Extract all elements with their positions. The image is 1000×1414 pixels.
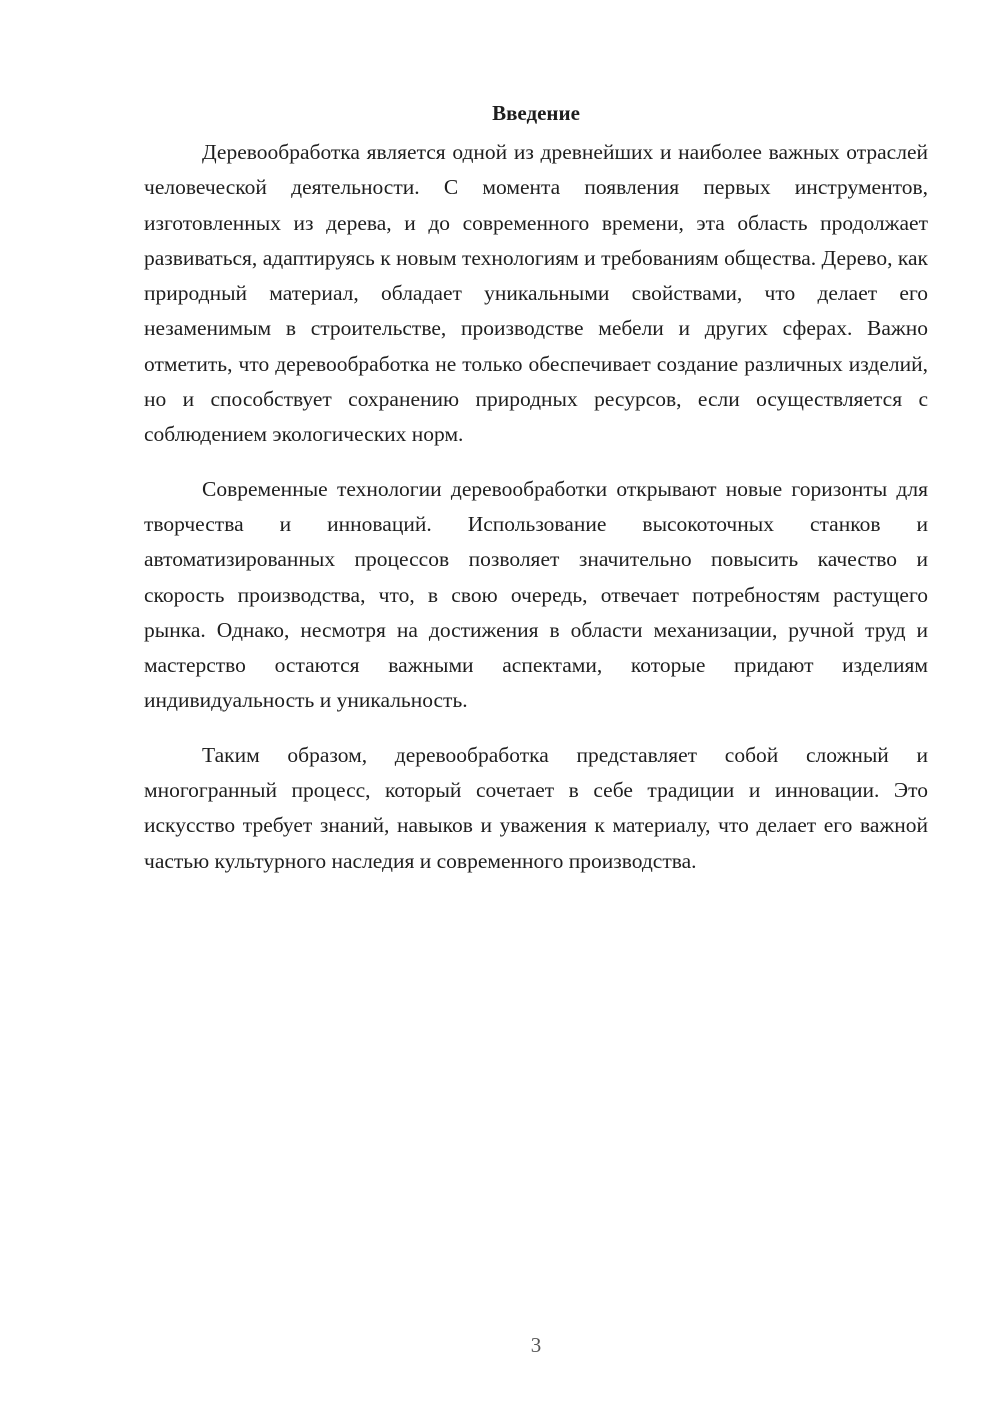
paragraph-1: Деревообработка является одной из древнейших и наиболее важных отраслей человеческой деятельности. С момента появления первых инструментов, изготовленных из дерева, и до современного времени, эта область продолжает развиваться, адаптируясь к новым технологиям и требованиям общества. Дерево, как природный материал, обладает уникальными свойствами, что делает его незаменимым в строительстве, производстве мебели и других сферах. Важно отметить, что деревообработка не только обеспечивает создание различных изделий, но и способствует сохранению природных ресурсов, если осуществляется с соблюдением экологических норм. [144,140,928,447]
paragraph-2: Современные технологии деревообработки открывают новые горизонты для творчества и инноваций. Использование высокоточных станков и автоматизированных процессов позволяет значительно повысить качество и скорость производства, что, в свою очередь, отвечает потребностям растущего рынка. Однако, несмотря на достижения в области механизации, ручной труд и мастерство остаются важными аспектами, которые придают изделиям индивидуальность и уникальность. [144,476,928,713]
section-title: Введение [492,101,580,125]
paragraph-3: Таким образом, деревообработка представляет собой сложный и многогранный процесс, который сочетает в себе традиции и инновации. Это искусство требует знаний, навыков и уважения к материалу, что делает его важной частью культурного наследия и современного производства. [144,742,928,873]
page-content [144,98,928,898]
page-number: 3 [530,1333,542,1357]
